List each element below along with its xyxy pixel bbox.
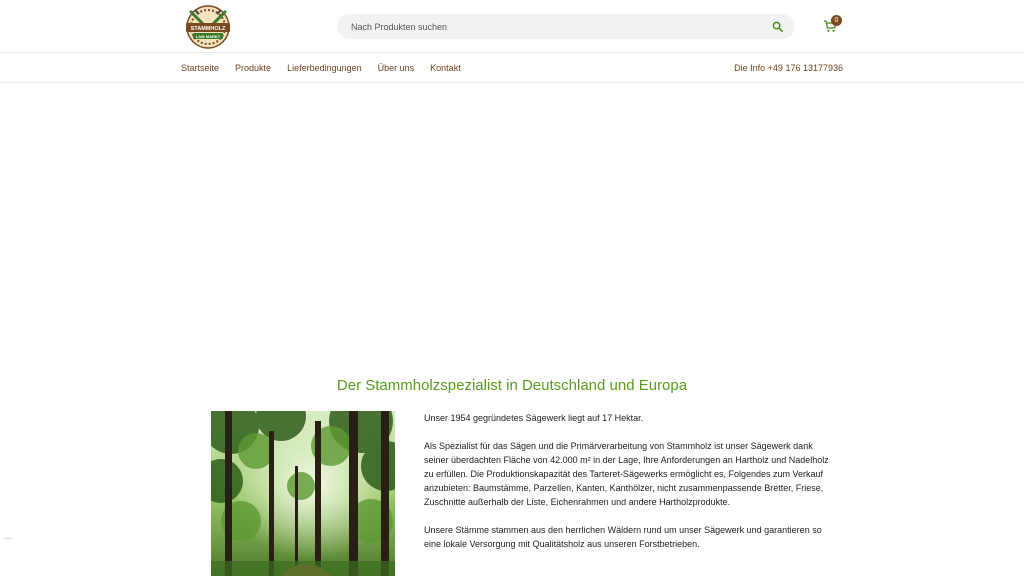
paragraph-2: Als Spezialist für das Sägen und die Primärverarbeitung von Stammholz ist unser Sägewerk dank seiner überdachten Fläche von 42.000 m² in der Lage, Ihre Anforderungen an Hartholz und Nadelholz zu erfüllen. Die Produktionskapazität des Tarteret-Sägewerks ermöglicht es, Folgendes zum Verkauf anzubieten: Baumstämme, Parzellen, Kanten, Kanthölzer, nicht zusammenpassende Bretter, Friese, Zuschnitte außerhalb der Liste, Eichenrahmen und andere Hartholzprodukte. xyxy=(424,441,829,507)
intro-text xyxy=(424,411,834,565)
cart-button[interactable] xyxy=(823,15,847,37)
nav-item-kontakt[interactable]: Kontakt xyxy=(430,63,461,73)
search-bar xyxy=(337,14,795,39)
nav-item-lieferbedingungen[interactable]: Lieferbedingungen xyxy=(287,63,362,73)
search-input[interactable] xyxy=(351,14,761,39)
nav-item-ueber-uns[interactable]: Über uns xyxy=(377,63,415,73)
search-icon[interactable] xyxy=(772,21,783,32)
contact-info[interactable]: Die Info +49 176 13177936 xyxy=(734,63,843,73)
nav-item-produkte[interactable]: Produkte xyxy=(235,63,272,73)
logo-text-bottom: LAW MARKT xyxy=(195,34,221,39)
main-nav xyxy=(0,53,1024,83)
logo-text-top: STAMMHOLZ xyxy=(190,26,226,32)
site-logo[interactable] xyxy=(181,4,235,50)
side-marker xyxy=(4,538,12,539)
header-top xyxy=(0,0,1024,53)
nav-item-startseite[interactable]: Startseite xyxy=(181,63,220,73)
page-headline: Der Stammholzspezialist in Deutschland und Europa xyxy=(336,377,688,394)
nav-items xyxy=(181,53,461,83)
paragraph-1: Unser 1954 gegründetes Sägewerk liegt auf 17 Hektar. xyxy=(424,413,644,423)
paragraph-3: Unsere Stämme stammen aus den herrlichen Wäldern rund um unser Sägewerk und garantieren so eine lokale Versorgung mit Qualitätsholz aus unseren Forstbetrieben. xyxy=(424,525,822,549)
forest-image xyxy=(211,411,395,576)
cart-count-badge: 0 xyxy=(831,15,842,26)
